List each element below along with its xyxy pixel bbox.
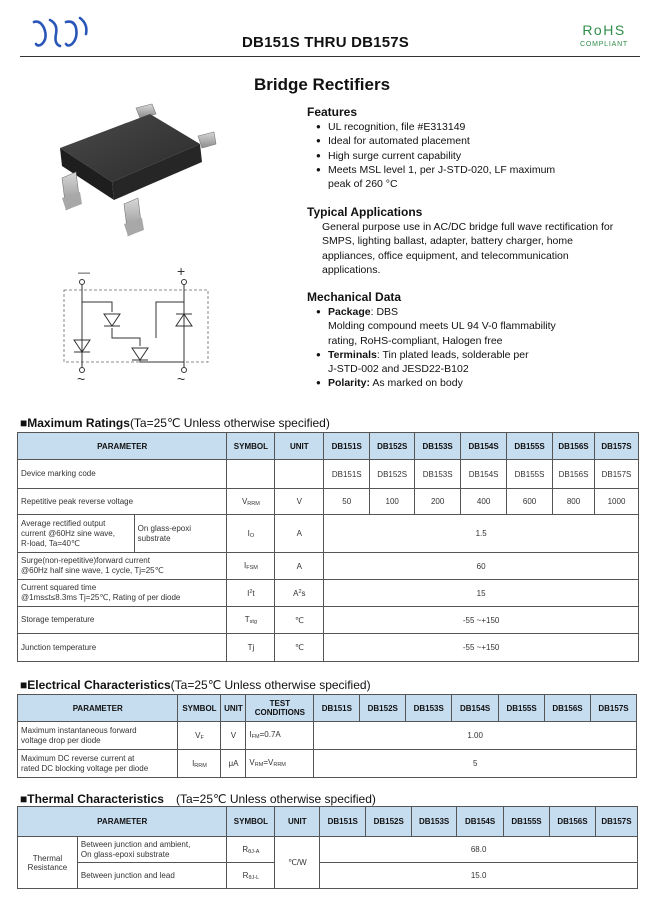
param-cell	[18, 553, 227, 580]
symbol-subscript: RRM	[247, 500, 260, 507]
symbol-cell	[227, 515, 275, 553]
symbol-text: V	[195, 730, 201, 740]
value-cell: DB152S	[370, 460, 415, 489]
symbol-cell	[227, 553, 275, 580]
value-cell: 1.5	[324, 515, 639, 553]
col-unit: UNIT	[275, 807, 320, 837]
col-db153s: DB153S	[406, 695, 452, 722]
symbol-superscript: 2	[249, 588, 253, 595]
param-cell	[18, 750, 178, 778]
features-heading: Features	[307, 105, 358, 119]
terminals-label: Terminals	[328, 348, 377, 361]
col-db153s: DB153S	[415, 433, 461, 460]
col-symbol: SYMBOL	[227, 433, 275, 460]
unit-superscript: 2	[298, 588, 302, 595]
package-illustration	[40, 100, 220, 245]
unit-cell	[275, 580, 324, 607]
value-cell: 1.00	[314, 722, 637, 750]
param-cell: Junction temperature	[18, 634, 227, 662]
thermal-title: ■Thermal Characteristics (Ta=25℃ Unless otherwise specified)	[20, 792, 376, 806]
electrical-title: ■Electrical Characteristics(Ta=25℃ Unless otherwise specified)	[20, 678, 371, 692]
col-db155s: DB155S	[499, 695, 545, 722]
col-db151s: DB151S	[320, 807, 366, 837]
col-db157s: DB157S	[595, 807, 637, 837]
col-db152s: DB152S	[360, 695, 406, 722]
param-cell: Storage temperature	[18, 607, 227, 634]
symbol-subscript: θJ-L	[248, 874, 260, 881]
value-cell: DB151S	[324, 460, 370, 489]
applications-line: applications.	[322, 263, 381, 276]
param-cell: Between junction and lead	[77, 863, 227, 889]
rohs-label: RoHS	[582, 22, 626, 38]
header-line: TEST	[269, 699, 291, 708]
unit-cell: ℃	[275, 607, 324, 634]
value-cell: 15.0	[320, 863, 638, 889]
applications-line: SMPS, lighting ballast, adapter, battery charger, home	[322, 235, 573, 248]
symbol-text: I	[192, 758, 195, 768]
unit-text: A	[293, 588, 299, 598]
param-line: Maximum DC reverse current at	[21, 753, 135, 763]
group-line: Resistance	[27, 862, 68, 872]
col-test-conditions	[246, 695, 314, 722]
param-cell: Repetitive peak reverse voltage	[18, 489, 227, 515]
symbol-subscript: F	[200, 734, 204, 741]
table-row	[18, 722, 637, 750]
value-cell: 50	[324, 489, 370, 515]
electrical-condition: (Ta=25℃ Unless otherwise specified)	[170, 678, 371, 692]
col-db154s: DB154S	[461, 433, 507, 460]
param-cell	[18, 722, 178, 750]
col-db154s: DB154S	[457, 807, 504, 837]
header-divider	[20, 56, 640, 57]
symbol-cell	[178, 750, 221, 778]
condition-text: =V	[263, 757, 274, 767]
condition-subscript: RM	[254, 761, 264, 768]
package-line: Molding compound meets UL 94 V-0 flammability	[328, 320, 556, 333]
value-cell: 15	[324, 580, 639, 607]
param-line: voltage drop per diode	[21, 735, 101, 745]
header-line: CONDITIONS	[254, 708, 305, 717]
symbol-text: I	[247, 528, 250, 538]
package-label: Package	[328, 306, 371, 319]
col-db152s: DB152S	[370, 433, 415, 460]
condition-text: V	[249, 757, 255, 767]
value-cell: DB153S	[415, 460, 461, 489]
group-line: Thermal	[32, 853, 63, 863]
col-parameter: PARAMETER	[18, 695, 178, 722]
col-parameter: PARAMETER	[18, 807, 227, 837]
mechanical-polarity	[307, 376, 637, 390]
plus-terminal-label: +	[177, 263, 186, 279]
condition-text: =0.7A	[259, 729, 281, 739]
rohs-compliant-label: COMPLIANT	[579, 41, 629, 48]
symbol-text: R	[242, 844, 249, 854]
param-line: On glass-epoxi substrate	[80, 849, 170, 859]
unit-cell: μA	[221, 750, 246, 778]
value-cell: DB156S	[553, 460, 595, 489]
value-cell: 100	[370, 489, 415, 515]
param-line: Maximum instantaneous forward	[21, 725, 137, 735]
col-parameter: PARAMETER	[18, 433, 227, 460]
table-row	[18, 750, 637, 778]
symbol-cell	[227, 863, 275, 889]
terminals-line: J-STD-002 and JESD22-B102	[328, 363, 469, 376]
feature-item: ● High surge current capability	[307, 149, 637, 163]
symbol-cell	[178, 722, 221, 750]
param-cell	[18, 580, 227, 607]
col-symbol: SYMBOL	[227, 807, 275, 837]
feature-item-continued: peak of 260 °C	[328, 178, 398, 191]
table-row	[18, 515, 639, 553]
applications-line: appliances, office equipment, and telecommunication	[322, 249, 569, 262]
unit-cell: ℃	[275, 634, 324, 662]
col-unit: UNIT	[221, 695, 246, 722]
condition-line: substrate	[137, 533, 171, 543]
header	[0, 0, 651, 62]
unit-cell: A	[275, 553, 324, 580]
col-symbol: SYMBOL	[178, 695, 221, 722]
condition-subscript: FM	[251, 733, 260, 740]
symbol-subscript: stg	[249, 619, 258, 625]
symbol-text: T	[244, 615, 250, 624]
value-cell: DB155S	[507, 460, 553, 489]
symbol-subscript: O	[249, 532, 255, 539]
symbol-cell	[227, 607, 275, 634]
param-line: Between junction and ambient,	[80, 839, 191, 849]
col-db157s: DB157S	[595, 433, 639, 460]
terminals-value: : Tin plated leads, solderable per	[376, 348, 529, 361]
condition-line: On glass-epoxi	[137, 523, 192, 533]
symbol-text: I	[247, 588, 250, 598]
symbol-cell	[227, 489, 275, 515]
unit-text: s	[301, 588, 306, 598]
table-row	[18, 460, 639, 489]
table-row	[18, 634, 639, 662]
electrical-title-text: Electrical Characteristics	[27, 678, 171, 692]
condition-subscript: RRM	[273, 761, 286, 768]
thermal-condition: (Ta=25℃ Unless otherwise specified)	[176, 792, 376, 806]
col-db157s: DB157S	[590, 695, 636, 722]
applications-line: General purpose use in AC/DC bridge full wave rectification for	[322, 221, 614, 234]
unit-cell: V	[275, 489, 324, 515]
package-line: rating, RoHS-compliant, Halogen free	[328, 334, 503, 347]
param-line: @1ms≤t≤8.3ms Tj=25℃, Rating of per diode	[21, 593, 181, 602]
value-cell: 400	[461, 489, 507, 515]
param-cell	[18, 515, 135, 553]
symbol-cell	[227, 460, 275, 489]
table-row	[18, 607, 639, 634]
thermal-table	[17, 806, 638, 889]
condition-text: I	[249, 729, 252, 739]
value-cell: 200	[415, 489, 461, 515]
electrical-table	[17, 694, 637, 778]
symbol-cell: Tj	[227, 634, 275, 662]
value-cell: 1000	[595, 489, 639, 515]
col-db156s: DB156S	[553, 433, 595, 460]
param-cell	[77, 837, 227, 863]
col-db153s: DB153S	[412, 807, 457, 837]
value-cell: 68.0	[320, 837, 638, 863]
unit-cell: ℃/W	[275, 837, 320, 889]
document-title: DB151S THRU DB157S	[242, 34, 409, 51]
value-cell: 60	[324, 553, 639, 580]
symbol-subscript: FSM	[246, 565, 258, 571]
feature-item: ● UL recognition, file #E313149	[307, 120, 637, 134]
table-row	[18, 837, 638, 863]
symbol-subscript: θJ-A	[248, 848, 260, 855]
value-cell: -55 ~+150	[324, 634, 639, 662]
circuit-diagram	[60, 262, 220, 387]
value-cell: -55 ~+150	[324, 607, 639, 634]
minus-terminal-label: —	[78, 265, 90, 279]
value-cell: 600	[507, 489, 553, 515]
col-db151s: DB151S	[314, 695, 360, 722]
param-line: Average rectified output	[21, 518, 106, 528]
applications-section	[307, 205, 637, 277]
symbol-text: R	[242, 870, 249, 880]
col-unit: UNIT	[275, 433, 324, 460]
symbol-text: I	[243, 561, 247, 570]
rohs-badge	[572, 22, 636, 48]
param-line: Current squared time	[21, 583, 97, 592]
param-line: R-load, Ta=40℃	[21, 538, 80, 548]
col-db156s: DB156S	[545, 695, 591, 722]
col-db155s: DB155S	[507, 433, 553, 460]
value-cell: 5	[314, 750, 637, 778]
symbol-cell	[227, 837, 275, 863]
feature-item: ● Ideal for automated placement	[307, 134, 637, 148]
features-section	[307, 105, 637, 191]
col-db151s: DB151S	[324, 433, 370, 460]
param-line: rated DC blocking voltage per diode	[21, 763, 149, 773]
col-db156s: DB156S	[549, 807, 595, 837]
mechanical-package	[307, 305, 637, 319]
col-db155s: DB155S	[504, 807, 550, 837]
thermal-title-text: Thermal Characteristics	[27, 792, 164, 806]
col-db154s: DB154S	[452, 695, 499, 722]
condition-cell	[246, 750, 314, 778]
unit-cell: A	[275, 515, 324, 553]
table-row	[18, 580, 639, 607]
group-cell	[18, 837, 78, 889]
max-ratings-title-text: Maximum Ratings	[27, 416, 130, 430]
polarity-label: Polarity:	[328, 377, 371, 390]
mechanical-terminals	[307, 348, 637, 362]
ac-terminal-label-left: ~	[77, 371, 86, 387]
condition-cell	[246, 722, 314, 750]
value-cell: 800	[553, 489, 595, 515]
param-line: @60Hz half sine wave, 1 cycle, Tj=25℃	[21, 566, 164, 575]
col-db152s: DB152S	[366, 807, 412, 837]
symbol-text: V	[241, 496, 248, 506]
unit-cell	[275, 460, 324, 489]
applications-heading: Typical Applications	[307, 205, 423, 219]
mechanical-section	[307, 290, 637, 390]
product-subtitle: Bridge Rectifiers	[254, 75, 391, 94]
package-value: : DBS	[370, 306, 399, 319]
table-row	[18, 863, 638, 889]
param-line: current @60Hz sine wave,	[21, 528, 115, 538]
ac-terminal-label-right: ~	[177, 371, 186, 387]
unit-cell: V	[221, 722, 246, 750]
symbol-text: t	[252, 588, 255, 598]
table-row	[18, 489, 639, 515]
symbol-subscript: RRM	[194, 762, 207, 769]
condition-cell	[134, 515, 227, 553]
feature-item: ● Meets MSL level 1, per J-STD-020, LF maximum	[307, 163, 637, 177]
value-cell: DB157S	[595, 460, 639, 489]
param-cell: Device marking code	[18, 460, 227, 489]
max-ratings-condition: (Ta=25℃ Unless otherwise specified)	[129, 416, 330, 430]
mechanical-heading: Mechanical Data	[307, 290, 402, 304]
symbol-cell	[227, 580, 275, 607]
max-ratings-table	[17, 432, 639, 662]
param-line: Surge(non-repetitive)forward current	[21, 556, 150, 565]
value-cell: DB154S	[461, 460, 507, 489]
max-ratings-title: ■Maximum Ratings(Ta=25℃ Unless otherwise specified)	[20, 416, 330, 430]
table-row	[18, 553, 639, 580]
polarity-value: As marked on body	[370, 377, 463, 390]
